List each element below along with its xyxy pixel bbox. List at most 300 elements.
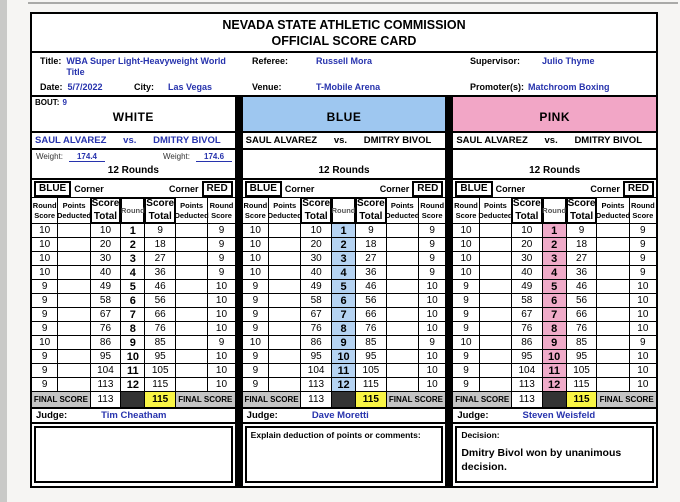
round-number: 10: [543, 350, 567, 364]
points-deducted-header: Points Deducted: [269, 198, 301, 224]
score-table-body: [453, 224, 656, 392]
alvarez-round-score: 9: [243, 308, 269, 322]
alvarez-round-score: 9: [32, 280, 58, 294]
supervisor-field: [470, 56, 656, 80]
score-row: [32, 280, 235, 294]
panel-color-header: [32, 97, 235, 133]
bivol-points-deducted: [176, 364, 208, 378]
bivol-score-total: 27: [356, 252, 386, 266]
score-row: [32, 294, 235, 308]
round-number: 12: [332, 378, 356, 392]
score-table: [453, 198, 656, 408]
alvarez-round-score: 9: [453, 364, 479, 378]
alvarez-score-total: 49: [512, 280, 542, 294]
score-table-body: [243, 224, 446, 392]
final-score-row: [32, 392, 235, 408]
date-value: 5/7/2022: [67, 82, 103, 92]
alvarez-round-score: 10: [453, 266, 479, 280]
bivol-points-deducted: [176, 266, 208, 280]
round-number: 8: [332, 322, 356, 336]
bivol-points-deducted: [597, 350, 629, 364]
bivol-final-score: 115: [356, 392, 386, 408]
round-number: 2: [332, 238, 356, 252]
blue-corner-box: BLUE: [34, 181, 71, 197]
score-row: [453, 266, 656, 280]
final-divider-cell: [543, 392, 567, 408]
card-header: [32, 14, 656, 53]
bivol-round-score: 10: [208, 308, 234, 322]
alvarez-points-deducted: [58, 252, 90, 266]
judge-panel-white: [32, 97, 235, 486]
alvarez-points-deducted: [269, 364, 301, 378]
bivol-round-score: 10: [630, 308, 656, 322]
judge-panel-pink: [453, 97, 656, 486]
judge-row: [32, 408, 235, 424]
promoter-field: [470, 82, 656, 92]
bivol-round-score: 9: [208, 266, 234, 280]
date-field: [40, 82, 134, 92]
city-field: [134, 82, 252, 92]
bivol-round-score: 10: [630, 294, 656, 308]
final-divider-cell: [332, 392, 356, 408]
bivol-round-score: 10: [419, 308, 445, 322]
bivol-round-score: 9: [208, 336, 234, 350]
bivol-round-score: 9: [419, 336, 445, 350]
bivol-points-deducted: [597, 294, 629, 308]
bout-number: 9: [62, 98, 67, 107]
score-row: [453, 336, 656, 350]
alvarez-score-total: 86: [301, 336, 331, 350]
alvarez-points-deducted: [58, 280, 90, 294]
bivol-round-score: 9: [419, 266, 445, 280]
score-row: [32, 266, 235, 280]
points-deducted-header: Points Deducted: [58, 198, 90, 224]
bivol-round-score: 9: [630, 238, 656, 252]
bivol-points-deducted: [176, 252, 208, 266]
commission-title: NEVADA STATE ATHLETIC COMMISSION: [222, 18, 466, 32]
vs-label: vs.: [123, 135, 137, 146]
bivol-round-score: 10: [419, 294, 445, 308]
round-header: Round: [543, 198, 567, 224]
alvarez-round-score: 9: [243, 350, 269, 364]
alvarez-points-deducted: [269, 224, 301, 238]
score-row: [243, 280, 446, 294]
bivol-score-total: 76: [356, 322, 386, 336]
alvarez-score-total: 40: [301, 266, 331, 280]
final-score-label-left: FINAL SCORE: [243, 392, 302, 408]
weights-block: [32, 150, 235, 180]
alvarez-score-total: 20: [512, 238, 542, 252]
bivol-points-deducted: [597, 364, 629, 378]
bivol-round-score: 10: [208, 350, 234, 364]
bivol-score-total: 9: [567, 224, 597, 238]
round-number: 8: [543, 322, 567, 336]
bivol-round-score: 10: [630, 322, 656, 336]
alvarez-score-total: 67: [91, 308, 121, 322]
score-row: [243, 350, 446, 364]
bivol-score-total: 9: [145, 224, 175, 238]
bivol-points-deducted: [387, 336, 419, 350]
alvarez-round-score: 10: [32, 224, 58, 238]
alvarez-points-deducted: [480, 378, 512, 392]
fighters-row: [32, 133, 235, 150]
red-corner-box: RED: [202, 181, 233, 197]
round-header: Round: [332, 198, 356, 224]
final-score-label-left: FINAL SCORE: [453, 392, 512, 408]
alvarez-points-deducted: [269, 378, 301, 392]
round-number: 4: [121, 266, 145, 280]
alvarez-round-score: 9: [453, 280, 479, 294]
alvarez-round-score: 9: [243, 322, 269, 336]
fighter-right-name: DMITRY BIVOL: [363, 135, 432, 146]
score-table-header: [453, 198, 656, 224]
judge-name: Tim Cheatham: [101, 410, 167, 421]
alvarez-points-deducted: [480, 266, 512, 280]
fighter-left-name: SAUL ALVAREZ: [35, 135, 107, 146]
bivol-score-total: 18: [145, 238, 175, 252]
weight-left-label: Weight:: [36, 152, 63, 161]
points-deducted-header: Points Deducted: [387, 198, 419, 224]
round-number: 4: [543, 266, 567, 280]
blue-corner-box: BLUE: [455, 181, 492, 197]
score-total-header: Score Total: [301, 198, 331, 224]
alvarez-final-score: 113: [301, 392, 331, 408]
bivol-score-total: 85: [567, 336, 597, 350]
score-total-header: Score Total: [567, 198, 597, 224]
venue-label: Venue:: [252, 82, 282, 92]
score-row: [453, 350, 656, 364]
alvarez-score-total: 58: [301, 294, 331, 308]
alvarez-score-total: 104: [91, 364, 121, 378]
alvarez-score-total: 67: [301, 308, 331, 322]
alvarez-round-score: 9: [32, 294, 58, 308]
bivol-points-deducted: [387, 350, 419, 364]
bivol-round-score: 10: [630, 364, 656, 378]
alvarez-round-score: 10: [243, 238, 269, 252]
score-row: [453, 378, 656, 392]
bivol-points-deducted: [597, 224, 629, 238]
round-number: 12: [121, 378, 145, 392]
round-number: 5: [121, 280, 145, 294]
alvarez-score-total: 76: [512, 322, 542, 336]
alvarez-score-total: 30: [91, 252, 121, 266]
round-number: 1: [121, 224, 145, 238]
bivol-round-score: 9: [630, 336, 656, 350]
round-number: 12: [543, 378, 567, 392]
city-value: Las Vegas: [168, 82, 213, 92]
alvarez-round-score: 10: [243, 224, 269, 238]
alvarez-score-total: 49: [91, 280, 121, 294]
bivol-score-total: 76: [567, 322, 597, 336]
alvarez-score-total: 49: [301, 280, 331, 294]
score-row: [243, 322, 446, 336]
score-total-header: Score Total: [91, 198, 121, 224]
alvarez-score-total: 86: [91, 336, 121, 350]
score-table-body: [32, 224, 235, 392]
alvarez-points-deducted: [480, 280, 512, 294]
scorecard: [30, 12, 658, 488]
bivol-round-score: 10: [630, 280, 656, 294]
alvarez-points-deducted: [480, 238, 512, 252]
alvarez-round-score: 10: [32, 252, 58, 266]
score-row: [32, 378, 235, 392]
score-total-header: Score Total: [512, 198, 542, 224]
fighters-row: [453, 133, 656, 150]
date-label: Date:: [40, 82, 63, 92]
corner-row: [453, 180, 656, 198]
final-score-label-right: FINAL SCORE: [597, 392, 656, 408]
score-row: [243, 266, 446, 280]
points-deducted-header: Points Deducted: [480, 198, 512, 224]
score-row: [32, 336, 235, 350]
bivol-score-total: 36: [356, 266, 386, 280]
bivol-points-deducted: [176, 308, 208, 322]
round-number: 2: [543, 238, 567, 252]
alvarez-score-total: 67: [512, 308, 542, 322]
bivol-points-deducted: [387, 364, 419, 378]
bivol-final-score: 115: [567, 392, 597, 408]
note-box: [34, 426, 233, 483]
bivol-points-deducted: [176, 280, 208, 294]
round-score-header: Round Score: [630, 198, 656, 224]
alvarez-points-deducted: [58, 294, 90, 308]
bivol-round-score: 10: [208, 322, 234, 336]
round-number: 4: [332, 266, 356, 280]
fighter-left-name: SAUL ALVAREZ: [245, 135, 318, 146]
fighter-right-name: DMITRY BIVOL: [574, 135, 642, 146]
alvarez-round-score: 10: [243, 266, 269, 280]
bivol-score-total: 66: [356, 308, 386, 322]
title-label: Title:: [40, 56, 62, 66]
judge-label: Judge:: [36, 410, 68, 421]
corner-word-left: Corner: [284, 183, 315, 194]
final-score-label-right: FINAL SCORE: [176, 392, 235, 408]
score-row: [32, 252, 235, 266]
bivol-points-deducted: [597, 336, 629, 350]
bivol-points-deducted: [176, 294, 208, 308]
round-number: 11: [332, 364, 356, 378]
scorecard-title: OFFICIAL SCORE CARD: [271, 34, 417, 48]
score-total-header: Score Total: [145, 198, 175, 224]
score-row: [453, 308, 656, 322]
alvarez-round-score: 9: [453, 378, 479, 392]
bivol-round-score: 10: [419, 280, 445, 294]
alvarez-points-deducted: [269, 252, 301, 266]
weights-block: [453, 150, 656, 180]
alvarez-points-deducted: [58, 266, 90, 280]
judge-label: Judge:: [246, 410, 278, 421]
vs-label: vs.: [333, 135, 348, 146]
bivol-score-total: 66: [145, 308, 175, 322]
note-label: Explain deduction of points or comments:: [250, 430, 421, 440]
bout-field: [35, 98, 67, 107]
scan-edge-left: [0, 0, 7, 502]
final-score-row: [243, 392, 446, 408]
bivol-score-total: 9: [356, 224, 386, 238]
bivol-round-score: 9: [419, 252, 445, 266]
score-table-header: [32, 198, 235, 224]
round-number: 1: [332, 224, 356, 238]
alvarez-points-deducted: [480, 308, 512, 322]
bivol-score-total: 27: [145, 252, 175, 266]
bivol-score-total: 46: [567, 280, 597, 294]
alvarez-round-score: 10: [453, 336, 479, 350]
bivol-points-deducted: [176, 238, 208, 252]
score-table-header: [243, 198, 446, 224]
alvarez-final-score: 113: [91, 392, 121, 408]
round-number: 5: [543, 280, 567, 294]
bivol-round-score: 10: [208, 364, 234, 378]
bivol-points-deducted: [387, 252, 419, 266]
alvarez-score-total: 95: [301, 350, 331, 364]
final-score-row: [453, 392, 656, 408]
bivol-points-deducted: [176, 350, 208, 364]
round-number: 9: [332, 336, 356, 350]
bivol-round-score: 10: [419, 364, 445, 378]
score-row: [243, 252, 446, 266]
bivol-score-total: 18: [356, 238, 386, 252]
promoter-value: Matchroom Boxing: [528, 82, 610, 92]
score-row: [243, 378, 446, 392]
round-number: 9: [121, 336, 145, 350]
round-number: 7: [121, 308, 145, 322]
judge-label: Judge:: [457, 410, 489, 421]
score-row: [243, 294, 446, 308]
score-row: [32, 224, 235, 238]
corner-word-left: Corner: [74, 183, 104, 194]
alvarez-points-deducted: [58, 308, 90, 322]
referee-value: Russell Mora: [316, 56, 373, 66]
score-row: [32, 238, 235, 252]
alvarez-final-score: 113: [512, 392, 542, 408]
referee-field: [252, 56, 470, 80]
note-text: Dmitry Bivol won by unanimous decision.: [461, 447, 622, 474]
alvarez-points-deducted: [480, 224, 512, 238]
alvarez-score-total: 113: [512, 378, 542, 392]
round-number: 9: [543, 336, 567, 350]
round-number: 7: [543, 308, 567, 322]
red-corner-box: RED: [412, 181, 443, 197]
final-divider-cell: [121, 392, 145, 408]
corner-word-left: Corner: [495, 183, 526, 194]
red-corner-box: RED: [623, 181, 654, 197]
judge-row: [243, 408, 446, 424]
alvarez-points-deducted: [269, 308, 301, 322]
rounds-label: 12 Rounds: [529, 165, 581, 176]
corner-row: [32, 180, 235, 198]
venue-field: [252, 82, 470, 92]
bivol-score-total: 36: [567, 266, 597, 280]
alvarez-score-total: 104: [301, 364, 331, 378]
alvarez-score-total: 10: [512, 224, 542, 238]
bout-title-field: [40, 56, 252, 80]
bivol-round-score: 10: [419, 322, 445, 336]
bivol-round-score: 9: [208, 224, 234, 238]
corner-word-right: Corner: [590, 183, 620, 194]
score-table: [243, 198, 446, 408]
panel-color-title: PINK: [539, 110, 571, 124]
weight-right-value: 174.6: [196, 152, 232, 162]
alvarez-round-score: 9: [32, 364, 58, 378]
score-row: [453, 322, 656, 336]
score-row: [243, 308, 446, 322]
round-number: 3: [332, 252, 356, 266]
bivol-points-deducted: [387, 266, 419, 280]
vs-label: vs.: [544, 135, 558, 146]
bivol-points-deducted: [597, 378, 629, 392]
corner-word-right: Corner: [169, 183, 199, 194]
info-row-1: [32, 53, 656, 80]
alvarez-round-score: 9: [32, 308, 58, 322]
alvarez-points-deducted: [269, 238, 301, 252]
bivol-points-deducted: [597, 322, 629, 336]
alvarez-score-total: 95: [512, 350, 542, 364]
score-row: [453, 280, 656, 294]
alvarez-score-total: 58: [512, 294, 542, 308]
bivol-score-total: 85: [356, 336, 386, 350]
score-row: [453, 252, 656, 266]
alvarez-round-score: 10: [32, 238, 58, 252]
bivol-round-score: 10: [630, 378, 656, 392]
round-number: 1: [543, 224, 567, 238]
city-label: City:: [134, 82, 154, 92]
alvarez-round-score: 9: [453, 322, 479, 336]
score-row: [32, 350, 235, 364]
bivol-score-total: 56: [145, 294, 175, 308]
alvarez-round-score: 10: [32, 336, 58, 350]
bivol-round-score: 10: [208, 280, 234, 294]
bivol-score-total: 66: [567, 308, 597, 322]
round-number: 6: [121, 294, 145, 308]
judge-name: Dave Moretti: [311, 410, 369, 421]
round-number: 3: [121, 252, 145, 266]
bivol-score-total: 56: [356, 294, 386, 308]
scan-edge-top: [28, 2, 678, 4]
bivol-score-total: 56: [567, 294, 597, 308]
round-number: 2: [121, 238, 145, 252]
round-score-header: Round Score: [32, 198, 58, 224]
panel-color-header: [453, 97, 656, 133]
bivol-points-deducted: [597, 266, 629, 280]
bivol-score-total: 105: [356, 364, 386, 378]
alvarez-points-deducted: [269, 280, 301, 294]
bivol-round-score: 10: [208, 294, 234, 308]
bivol-points-deducted: [176, 224, 208, 238]
bivol-score-total: 115: [567, 378, 597, 392]
alvarez-score-total: 30: [301, 252, 331, 266]
bivol-points-deducted: [597, 252, 629, 266]
info-row-2: [32, 80, 656, 95]
bivol-points-deducted: [176, 336, 208, 350]
score-row: [453, 294, 656, 308]
round-number: 6: [332, 294, 356, 308]
alvarez-points-deducted: [480, 252, 512, 266]
bivol-round-score: 10: [208, 378, 234, 392]
score-table: [32, 198, 235, 408]
round-number: 10: [121, 350, 145, 364]
alvarez-round-score: 9: [243, 364, 269, 378]
weight-left-value: 174.4: [69, 152, 105, 162]
score-row: [32, 364, 235, 378]
bivol-score-total: 95: [567, 350, 597, 364]
weights-line: [32, 150, 235, 162]
alvarez-round-score: 10: [32, 266, 58, 280]
round-score-header: Round Score: [453, 198, 479, 224]
alvarez-score-total: 113: [91, 378, 121, 392]
alvarez-points-deducted: [58, 224, 90, 238]
alvarez-round-score: 10: [453, 252, 479, 266]
bivol-round-score: 10: [630, 350, 656, 364]
